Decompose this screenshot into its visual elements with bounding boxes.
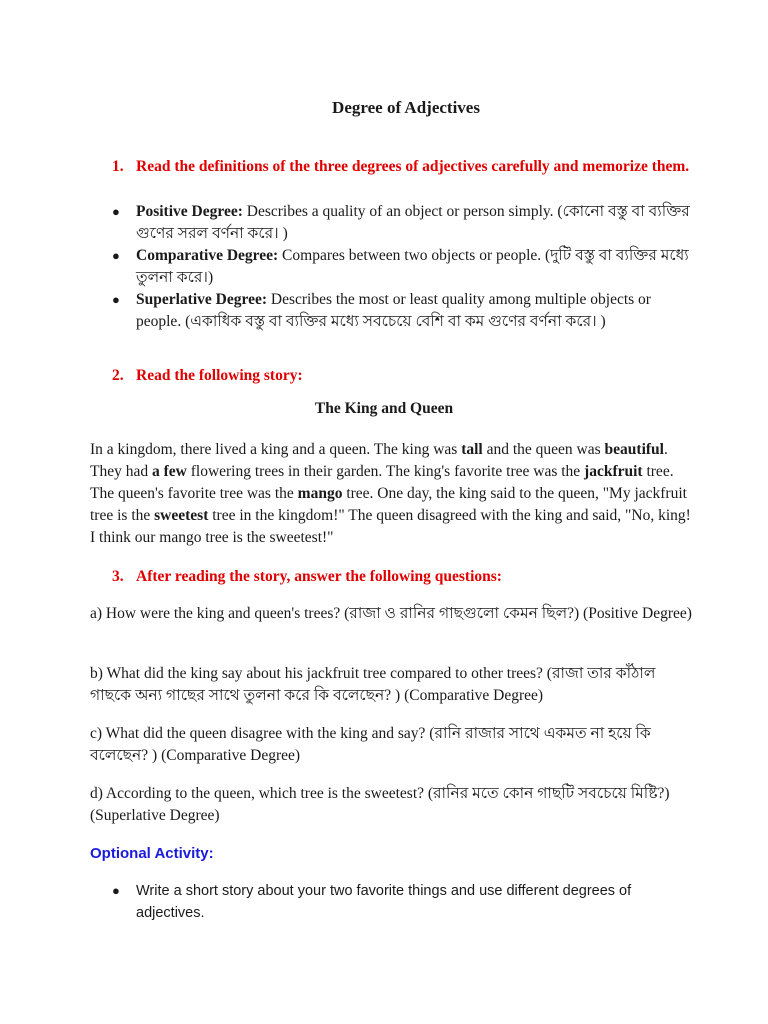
- story-text: and the queen was: [482, 441, 605, 458]
- question-a: a) How were the king and queen's trees? (রাজা ও রানির গাছগুলো কেমন ছিল?) (Positive Degree): [90, 605, 692, 622]
- story-text: . They had: [90, 441, 668, 480]
- definition-text: Describes a quality of an object or person simply. (কোনো বস্তু বা ব্যক্তির গুণের সরল বর্ণনা করে। ): [136, 203, 690, 242]
- story-text: tree. The queen's favorite tree was the: [90, 463, 674, 502]
- bullet-icon: ●: [112, 248, 120, 263]
- story-text: In a kingdom, there lived a king and a queen. The king was: [90, 441, 462, 458]
- optional-activity-heading: Optional Activity:: [90, 845, 214, 862]
- section-2-heading-text: Read the following story:: [136, 367, 303, 384]
- story-title: The King and Queen: [314, 400, 454, 417]
- section-1-number: 1.: [112, 158, 124, 175]
- section-2-heading: [112, 365, 702, 387]
- story-keyword: beautiful: [604, 441, 664, 458]
- page-title: Degree of Adjectives: [332, 98, 480, 117]
- definition-term: Positive Degree:: [136, 203, 243, 220]
- story-keyword: sweetest: [154, 507, 209, 524]
- section-1-heading: [112, 156, 702, 178]
- section-3-number: 3.: [112, 568, 124, 585]
- question-c: c) What did the queen disagree with the king and say? (রানি রাজার সাথে একমত না হয়ে কি বলেছেন? ) (Comparative Degree): [90, 725, 651, 764]
- story-keyword: mango: [297, 485, 343, 502]
- question-b: b) What did the king say about his jackfruit tree compared to other trees? (রাজা তার কাঁঠাল গাছকে অন্য গাছের সাথে তুলনা করে কি বলেছেন? ) (Comparative Degree): [90, 665, 656, 704]
- optional-activity-text: Write a short story about your two favorite things and use different degrees of adjectives.: [136, 883, 632, 921]
- section-3-heading: [112, 566, 702, 588]
- story-text: tree. One day, the king said to the queen, "My jackfruit tree is the: [90, 485, 687, 524]
- bullet-icon: ●: [112, 204, 120, 219]
- optional-activity-item: [112, 880, 672, 924]
- section-3-heading-text: After reading the story, answer the following questions:: [136, 568, 502, 585]
- definition-term: Comparative Degree:: [136, 247, 279, 264]
- story-keyword: tall: [461, 441, 483, 458]
- definition-text: Compares between two objects or people. (দুটি বস্তু বা ব্যক্তির মধ্যে তুলনা করে।): [136, 247, 689, 286]
- section-1-heading-text: Read the definitions of the three degrees of adjectives carefully and memorize them.: [136, 158, 690, 175]
- story-keyword: a few: [151, 463, 187, 480]
- definition-superlative: [112, 289, 692, 333]
- story-keyword: jackfruit: [584, 463, 643, 480]
- story-text: flowering trees in their garden. The king's favorite tree was the: [186, 463, 585, 480]
- question-d: d) According to the queen, which tree is the sweetest? (রানির মতে কোন গাছটি সবচেয়ে মিষ্টি?) (Superlative Degree): [90, 785, 670, 824]
- definition-term: Superlative Degree:: [136, 291, 267, 308]
- section-2-number: 2.: [112, 367, 124, 384]
- story-text: tree in the kingdom!" The queen disagreed with the king and said, "No, king! I think our mango tree is the sweetest!": [90, 507, 691, 546]
- definition-positive: [112, 201, 692, 245]
- bullet-icon: ●: [112, 292, 120, 307]
- definition-text: Describes the most or least quality among multiple objects or people. (একাধিক বস্তু বা ব্যক্তির মধ্যে সবচেয়ে বেশি বা কম গুণের বর্ণনা করে। ): [136, 291, 651, 330]
- bullet-icon: ●: [112, 883, 120, 898]
- story-paragraph: [90, 439, 692, 549]
- definition-comparative: [112, 245, 692, 289]
